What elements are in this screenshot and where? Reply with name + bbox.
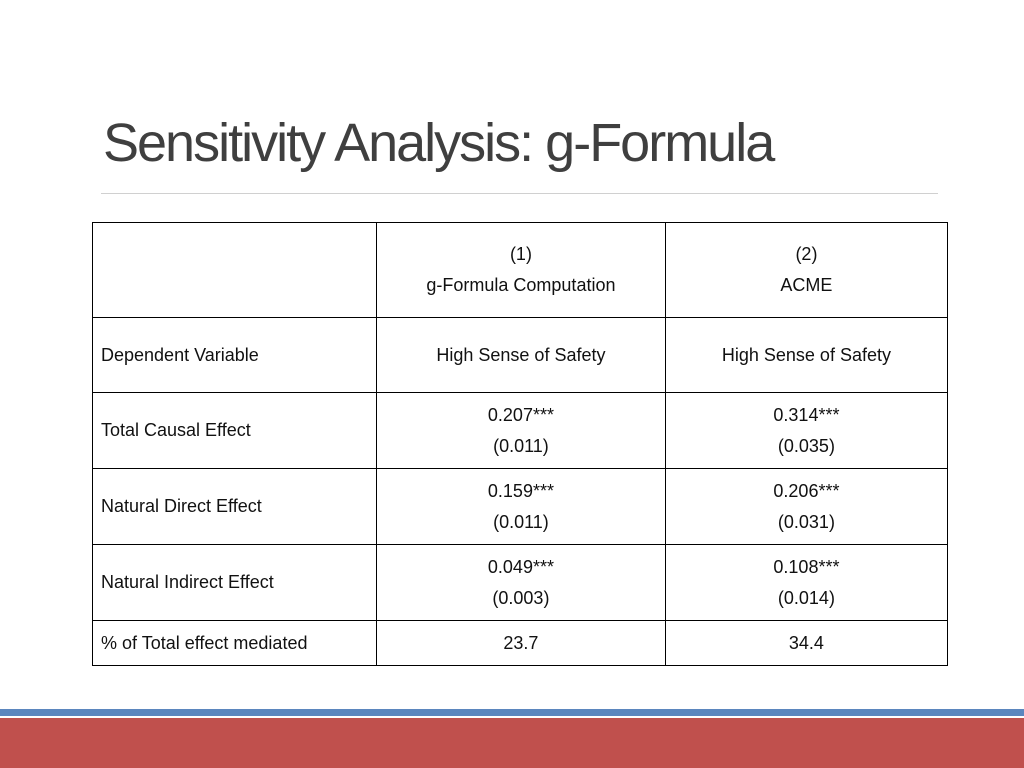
col2-number: (2): [795, 244, 818, 264]
footer-red-band: [0, 718, 1024, 768]
slide-title: Sensitivity Analysis: g-Formula: [103, 113, 774, 173]
table-row-percent-mediated: [93, 621, 948, 666]
table-row-natural-direct-effect: [93, 469, 948, 545]
header-empty-cell: [93, 223, 377, 318]
col1-number: (1): [509, 244, 532, 264]
estimate-value: 0.108***: [773, 556, 840, 577]
header-cell-col1: [377, 223, 666, 318]
cell-col1: High Sense of Safety: [377, 318, 666, 393]
standard-error-value: (0.003): [492, 587, 550, 608]
title-divider: [101, 193, 938, 194]
col1-name: g-Formula Computation: [426, 275, 616, 295]
row-label: % of Total effect mediated: [93, 621, 377, 666]
standard-error-value: (0.035): [777, 435, 835, 456]
standard-error-value: (0.031): [777, 511, 835, 532]
cell-col1: [377, 393, 666, 469]
row-label: Total Causal Effect: [93, 393, 377, 469]
row-label: Natural Indirect Effect: [93, 545, 377, 621]
estimate-value: 0.049***: [487, 556, 554, 577]
cell-col2: [665, 469, 947, 545]
cell-col2: [665, 393, 947, 469]
row-label: Dependent Variable: [93, 318, 377, 393]
cell-col2: High Sense of Safety: [665, 318, 947, 393]
header-cell-col2: [665, 223, 947, 318]
col2-name: ACME: [780, 275, 833, 295]
estimate-value: 0.159***: [487, 480, 554, 501]
cell-col1: [377, 469, 666, 545]
cell-col2: [665, 545, 947, 621]
row-label: Natural Direct Effect: [93, 469, 377, 545]
table-row-total-causal-effect: [93, 393, 948, 469]
standard-error-value: (0.014): [777, 587, 835, 608]
standard-error-value: (0.011): [493, 511, 549, 532]
estimate-value: 0.206***: [773, 480, 840, 501]
estimate-value: 0.207***: [487, 404, 554, 425]
table-header-row: [93, 223, 948, 318]
results-table: [92, 222, 948, 666]
table-row-dependent-variable: [93, 318, 948, 393]
cell-col2: 34.4: [665, 621, 947, 666]
footer-blue-stripe: [0, 709, 1024, 716]
estimate-value: 0.314***: [773, 404, 840, 425]
cell-col1: 23.7: [377, 621, 666, 666]
cell-col1: [377, 545, 666, 621]
standard-error-value: (0.011): [493, 435, 549, 456]
table-row-natural-indirect-effect: [93, 545, 948, 621]
